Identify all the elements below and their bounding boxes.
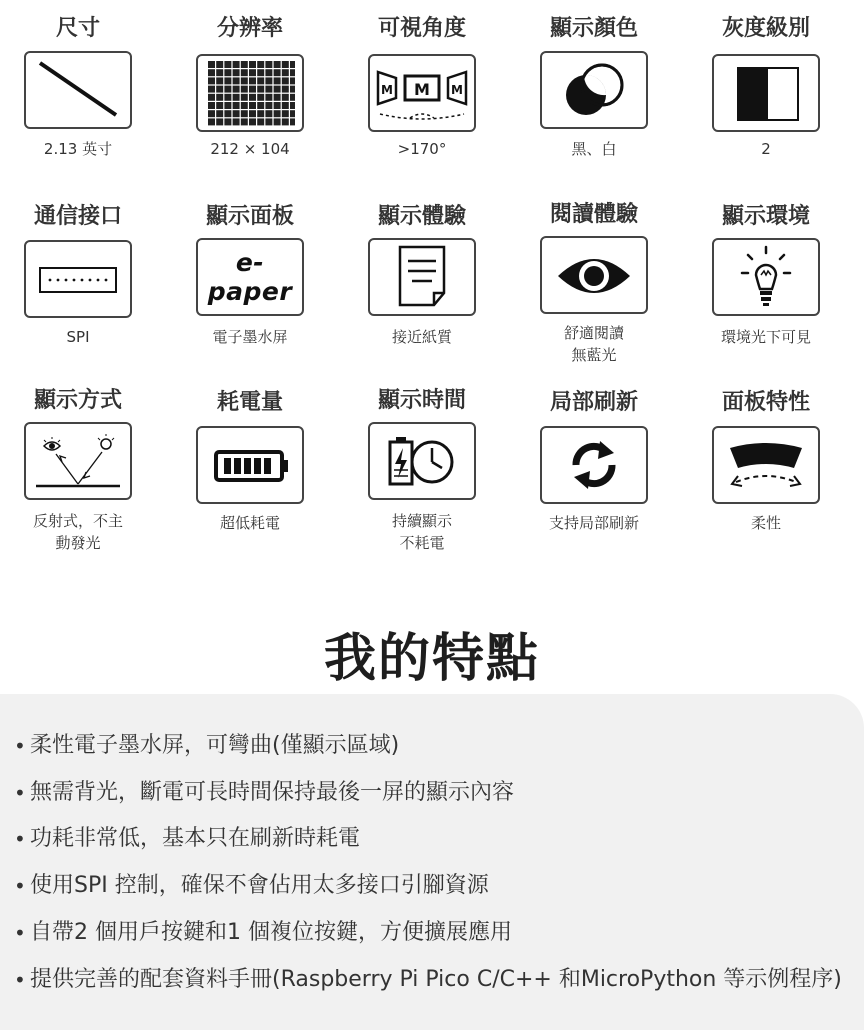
spec-title: 顯示體驗 [377,204,466,229]
spec-caption: 黑、白 [571,140,617,158]
battery-icon [200,430,300,500]
spec-caption: 超低耗電 [219,514,280,532]
flexible-panel-icon [716,430,816,500]
features-panel [0,694,864,1030]
spec-display-environment [688,202,860,346]
spec-grayscale [688,14,860,158]
viewing-angle-icon [370,58,474,128]
spec-title: 顯示顏色 [549,16,638,41]
spec-caption: 環境光下可見 [720,328,811,346]
spec-partial-refresh [516,388,688,532]
spec-panel-feature [688,388,860,532]
spec-title: 面板特性 [721,390,810,415]
feature-item: • 柔性電子墨水屏，可彎曲(僅顯示區域) [14,733,400,758]
svg-text:M: M [451,83,463,97]
spec-interface [0,202,172,346]
feature-item: • 功耗非常低，基本只在刷新時耗電 [14,826,361,851]
spec-caption: SPI [66,328,90,346]
paper-document-icon [372,241,472,313]
spec-caption: 2.13 英寸 [43,140,113,158]
lightbulb-icon [716,241,816,313]
spec-title: 可視角度 [377,16,466,41]
grayscale-icon [716,58,816,128]
reflection-icon [26,424,130,498]
diagonal-line-icon [28,55,128,125]
feature-item: • 自帶2 個用戶按鍵和1 個複位按鍵，方便擴展應用 [14,920,512,945]
spec-caption: >170° [397,140,447,158]
spec-caption: 反射式，不主 動發光 [32,512,123,552]
spec-caption: 接近紙質 [391,328,452,346]
spec-caption: 持續顯示 不耗電 [391,512,452,552]
spec-power [172,388,344,532]
color-circles-icon [544,55,644,125]
spec-title: 閱讀體驗 [549,202,638,227]
spec-title: 顯示環境 [721,204,810,229]
feature-item: • 提供完善的配套資料手冊(Raspberry Pi Pico C/C++ 和MicroPython 等示例程序) [14,967,842,992]
spec-size [0,14,172,158]
spec-caption: 212 × 104 [210,140,290,158]
spec-title: 灰度級別 [721,16,810,41]
spec-title: 通信接口 [33,204,122,229]
spec-title: 顯示方式 [33,388,122,413]
spec-caption: 電子墨水屏 [212,328,288,346]
spec-title: 顯示時間 [377,388,466,413]
spec-title: 耗電量 [216,390,283,415]
spec-title: 分辨率 [216,16,283,41]
spec-display-mode [0,386,172,552]
spec-display-time [344,386,516,552]
refresh-arrows-icon [544,429,644,501]
features-heading: 我的特點 [323,629,540,689]
pixel-grid-icon [205,59,295,127]
svg-text:M: M [414,80,430,99]
spec-title: 尺寸 [55,16,100,41]
spec-reading-experience [516,200,688,364]
spec-display-panel [172,202,344,346]
spec-display-experience [344,202,516,346]
spec-title: 局部刷新 [549,390,638,415]
spec-title: 顯示面板 [205,204,294,229]
feature-item: • 使用SPI 控制，確保不會佔用太多接口引腳資源 [14,873,489,898]
connector-icon [28,244,128,314]
svg-text:M: M [381,83,393,97]
spec-resolution [172,14,344,158]
eye-icon [544,240,644,310]
feature-item: • 無需背光，斷電可長時間保持最後一屏的顯示內容 [14,780,515,805]
spec-caption: 柔性 [750,514,781,532]
epaper-text-icon: e-paper [207,248,293,306]
spec-caption: 舒適閱讀 無藍光 [563,324,624,364]
spec-caption: 2 [761,140,771,158]
spec-caption: 支持局部刷新 [548,514,639,532]
spec-viewing-angle [344,14,516,158]
spec-display-color [516,14,688,158]
battery-clock-icon [370,424,474,498]
